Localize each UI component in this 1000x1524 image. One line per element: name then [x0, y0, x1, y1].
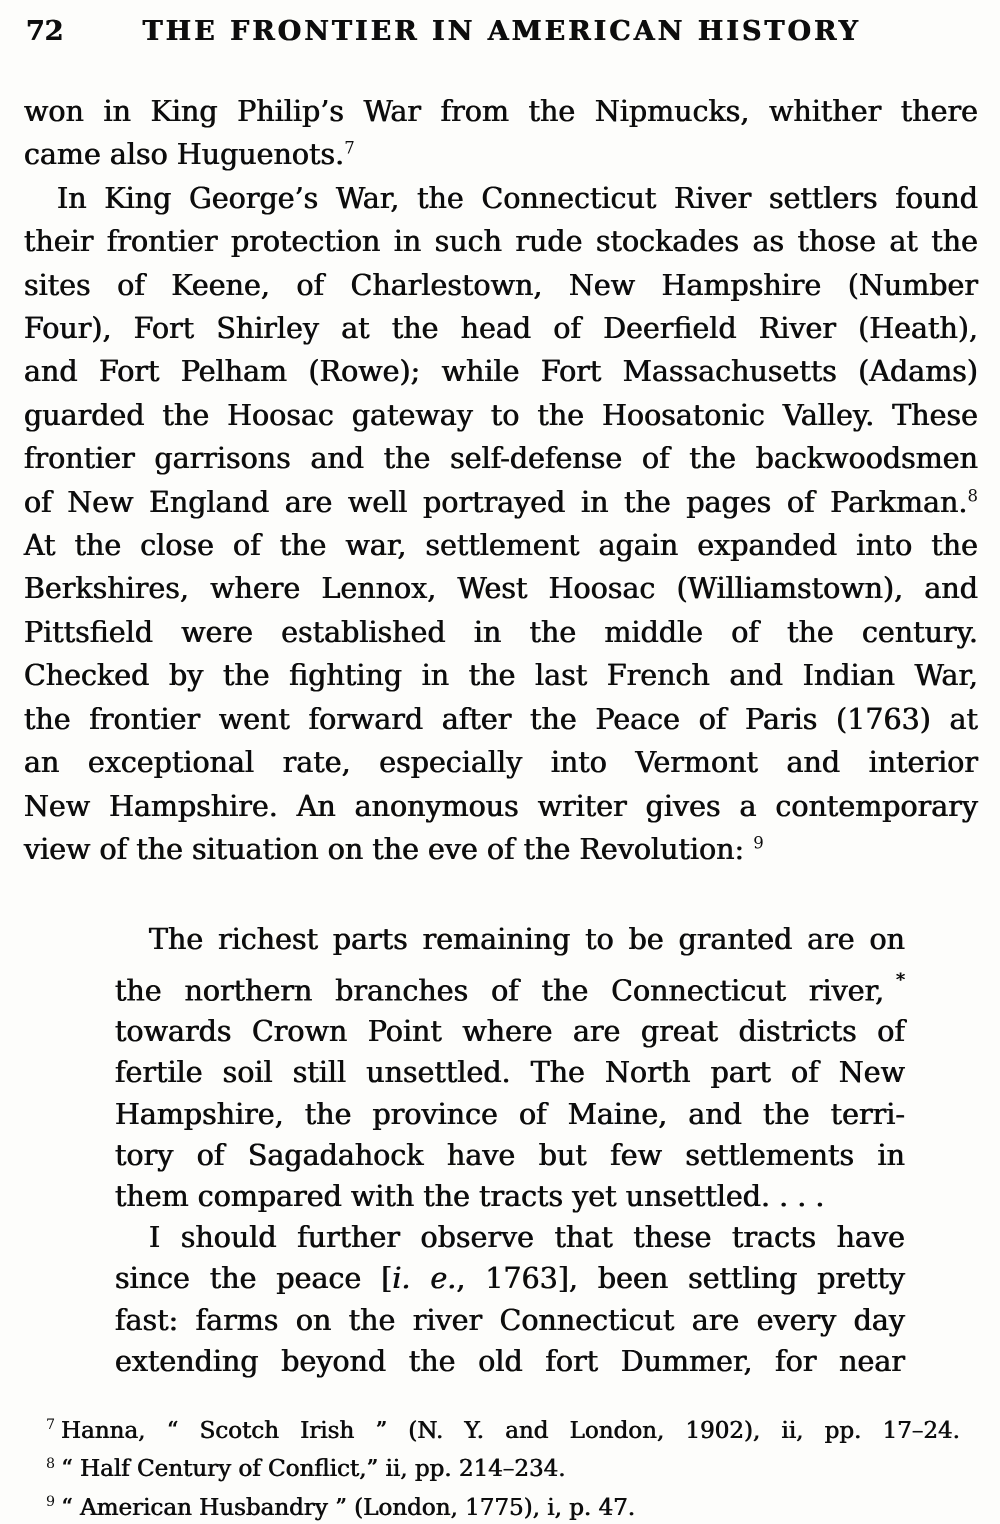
page-number: 72: [26, 16, 64, 47]
text-line-content: , 1763], been settling pretty: [456, 1262, 905, 1296]
text-line: Checked by the fighting in the last French and Indian War,: [24, 659, 978, 693]
text-line: their frontier protection in such rude stockades as those at the: [24, 225, 978, 259]
text-line: I should further observe that these tracts have: [149, 1221, 905, 1255]
text-line: frontier garrisons and the self-defense of the backwoodsmen: [24, 442, 978, 476]
text-line: them compared with the tracts yet unsettled. . . .: [115, 1179, 825, 1213]
footnotes: [46, 1412, 960, 1524]
text-line: won in King Philip’s War from the Nipmucks, whither there: [24, 95, 978, 128]
text-line-content: view of the situation on the eve of the Revolution:: [24, 832, 754, 866]
text-line: [24, 133, 978, 176]
text-line: and Fort Pelham (Rowe); while Fort Massachusetts (Adams): [24, 355, 978, 389]
body-text: [24, 90, 978, 1382]
footnote-item: [46, 1412, 960, 1451]
text-line: At the close of the war, settlement again expanded into the: [24, 529, 978, 563]
text-line: Hampshire, the province of Maine, and the terri-: [115, 1097, 905, 1131]
text-line: [115, 1258, 905, 1299]
text-line: Berkshires, where Lennox, West Hoosac (Williamstown), and: [24, 572, 978, 606]
ink-blot-mark: *: [896, 970, 905, 991]
footnote-text: “ Half Century of Conflict,” ii, pp. 214–234.: [61, 1456, 566, 1483]
footnote-marker: 9: [46, 1494, 56, 1511]
quote-paragraph-1: [115, 919, 905, 1217]
text-line-content: of New England are well portrayed in the pages of Parkman.: [24, 485, 968, 519]
footnote-ref-7: 7: [344, 138, 355, 158]
text-line-content: came also Huguenots.: [24, 138, 345, 172]
text-line: Pittsfield were established in the middle of the century.: [24, 615, 978, 649]
text-line: tory of Sagadahock have but few settlements in: [115, 1138, 905, 1172]
text-line: New Hampshire. An anonymous writer gives a contemporary: [24, 789, 978, 823]
footnote-item: [46, 1489, 960, 1524]
running-title: THE FRONTIER IN AMERICAN HISTORY: [142, 16, 861, 47]
main-paragraph: [24, 177, 978, 872]
text-line: [24, 481, 978, 524]
text-line: The richest parts remaining to be granted are on: [149, 923, 905, 957]
block-quote: [115, 919, 905, 1382]
footnote-text: “ American Husbandry ” (London, 1775), i, p. 47.: [61, 1494, 636, 1521]
text-line: guarded the Hoosac gateway to the Hoosatonic Valley. These: [24, 398, 978, 432]
text-line: In King George’s War, the Connecticut River settlers found: [57, 181, 978, 215]
quote-paragraph-2: [115, 1217, 905, 1382]
footnote-ref-8: 8: [967, 486, 978, 506]
footnote-marker: 7: [46, 1417, 56, 1434]
text-line-content: the northern branches of the Connecticut river,: [115, 973, 885, 1007]
text-line: the frontier went forward after the Peace of Paris (1763) at: [24, 702, 978, 736]
text-line: fast: farms on the river Connecticut are every day: [115, 1303, 905, 1337]
latin-abbreviation: i. e.: [392, 1262, 457, 1296]
text-line: sites of Keene, of Charlestown, New Hampshire (Number: [24, 268, 978, 302]
running-head: [0, 0, 1000, 47]
text-line: [24, 828, 978, 871]
text-line-content: since the peace [: [115, 1262, 393, 1296]
footnote-marker: 8: [46, 1455, 56, 1472]
text-line: extending beyond the old fort Dummer, for near: [115, 1344, 905, 1378]
text-line: [115, 961, 905, 1012]
text-line: an exceptional rate, especially into Vermont and interior: [24, 746, 978, 780]
footnote-item: [46, 1450, 960, 1489]
footnote-text: Hanna, “ Scotch Irish ” (N. Y. and London, 1902), ii, pp. 17–24.: [61, 1417, 960, 1444]
opening-paragraph: [24, 90, 978, 177]
text-line: fertile soil still unsettled. The North part of New: [115, 1056, 905, 1090]
text-line: towards Crown Point where are great districts of: [115, 1015, 905, 1049]
text-line: Four), Fort Shirley at the head of Deerfield River (Heath),: [24, 312, 978, 346]
footnote-ref-9: 9: [753, 833, 764, 853]
